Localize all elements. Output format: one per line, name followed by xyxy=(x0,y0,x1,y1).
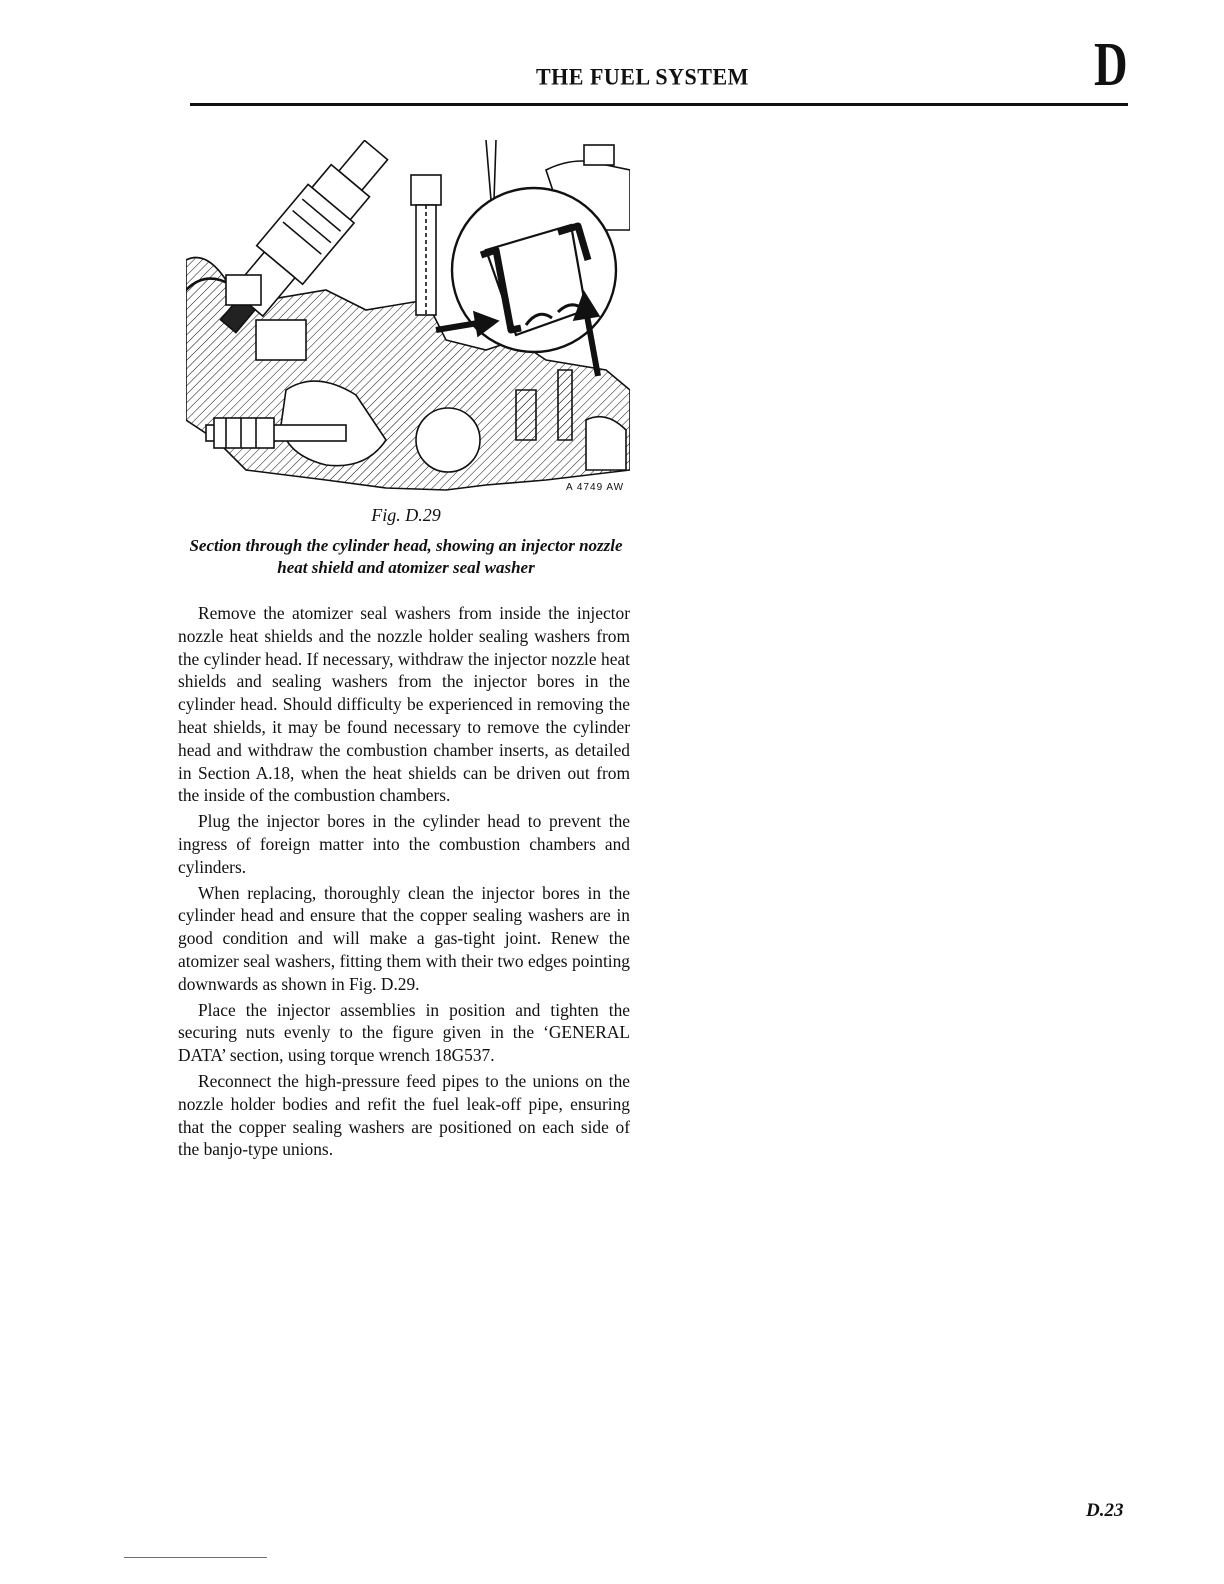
page-header-title: THE FUEL SYSTEM xyxy=(536,63,749,90)
injector-section-illustration xyxy=(186,140,630,496)
figure-code: A 4749 AW xyxy=(566,482,625,493)
paragraph: Plug the injector bores in the cylinder head to prevent the ingress of foreign matter into the combustion chambers and cylinders. xyxy=(178,811,630,877)
paragraph: Remove the atomizer seal washers from inside the injector nozzle heat shields and the nozzle holder sealing washers from the cylinder head. If necessary, withdraw the injector nozzle heat shields and sealing washers from the injector bores in the cylinder head. Should difficulty be experienced in removing the heat shields, it may be found necessary to remove the cylinder head and withdraw the combustion chamber inserts, as detailed in Section A.18, when the heat shields can be driven out from the inside of the combustion chambers. xyxy=(178,603,630,806)
footer-rule xyxy=(124,1557,267,1558)
header-rule xyxy=(190,103,1128,106)
body-text xyxy=(178,602,630,1164)
figure-label: Fig. D.29 xyxy=(371,505,441,525)
page-number: D.23 xyxy=(1086,1500,1124,1521)
paragraph: Reconnect the high-pressure feed pipes to the unions on the nozzle holder bodies and refit the fuel leak-off pipe, ensuring that the copper sealing washers are positioned on each side of the banjo-type unions. xyxy=(178,1070,630,1160)
paragraph: When replacing, thoroughly clean the injector bores in the cylinder head and ensure that the copper sealing washers are in good condition and will make a gas-tight joint. Renew the atomizer seal washers, fitting them with their two edges pointing downwards as shown in Fig. D.29. xyxy=(178,882,630,994)
paragraph: Place the injector assemblies in position and tighten the securing nuts evenly to the figure given in the ‘GENERAL DATA’ section, using torque wrench 18G537. xyxy=(178,999,630,1066)
figure-caption: Section through the cylinder head, showing an injector nozzle heat shield and atomizer seal washer xyxy=(189,536,623,577)
section-letter: D xyxy=(1094,31,1128,99)
